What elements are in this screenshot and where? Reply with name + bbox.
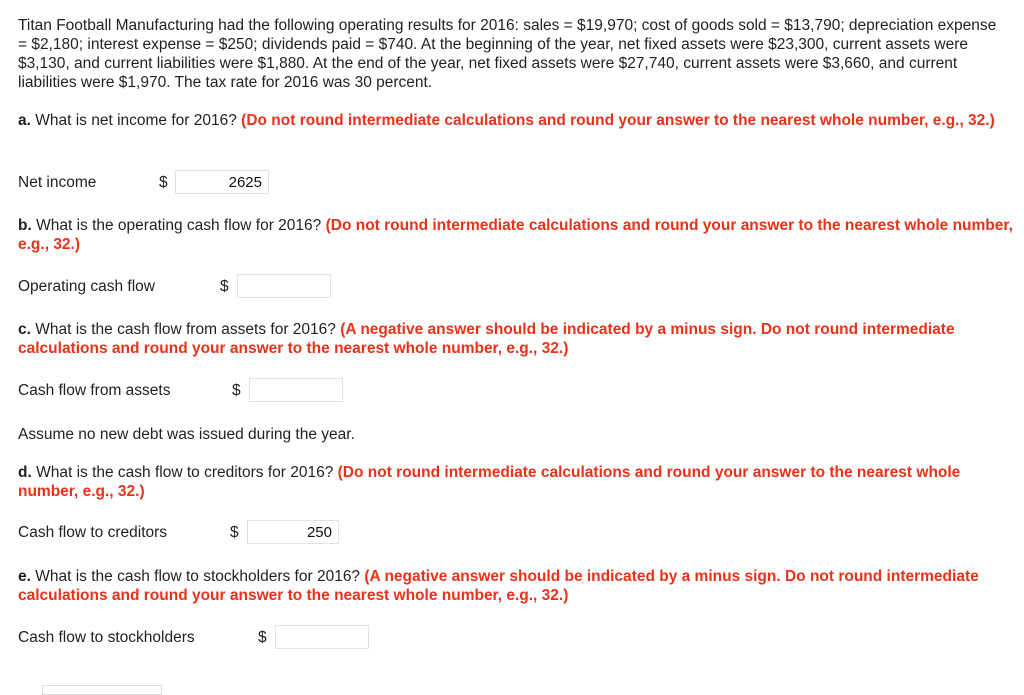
cash-flow-to-creditors-input[interactable]: 250 <box>247 520 339 544</box>
problem-statement: Titan Football Manufacturing had the following operating results for 2016: sales = $19,970; cost of goods sold = $13,790; depreciation expense = $2,180; interest expense = $250; dividends paid = $740. At the beginning of the year, net fixed assets were $23,300, current assets were $3,130, and current liabilities were $1,880. At the end of the year, net fixed assets were $27,740, current assets were $3,660, and current liabilities were $1,970. The tax rate for 2016 was 30 percent. <box>18 17 997 91</box>
question-e <box>18 567 1018 605</box>
question-instruction: (A negative answer should be indicated by a minus sign. Do not round intermediate calculations and round your answer to the nearest whole number, e.g., 32.) <box>18 568 979 604</box>
cash-flow-to-stockholders-input[interactable] <box>275 625 369 649</box>
answer-label: Net income <box>18 174 97 191</box>
currency-symbol: $ <box>232 382 241 399</box>
question-letter: c. <box>18 321 31 338</box>
question-instruction: (A negative answer should be indicated by a minus sign. Do not round intermediate calculations and round your answer to the nearest whole number, e.g., 32.) <box>18 321 955 357</box>
question-letter: a. <box>18 112 31 129</box>
question-a <box>18 111 1018 130</box>
answer-label: Operating cash flow <box>18 278 155 295</box>
question-b <box>18 216 1018 254</box>
question-instruction: (Do not round intermediate calculations and round your answer to the nearest whole number, e.g., 32.) <box>18 217 1013 253</box>
question-text: What is net income for 2016? <box>35 112 237 129</box>
assumption-text: Assume no new debt was issued during the year. <box>18 426 355 443</box>
question-instruction: (Do not round intermediate calculations and round your answer to the nearest whole number, e.g., 32.) <box>18 464 961 500</box>
submit-button[interactable] <box>42 685 162 695</box>
currency-symbol: $ <box>159 174 168 191</box>
currency-symbol: $ <box>258 629 267 646</box>
question-letter: e. <box>18 568 31 585</box>
question-instruction: (Do not round intermediate calculations and round your answer to the nearest whole number, e.g., 32.) <box>241 112 995 129</box>
question-c <box>18 320 1018 358</box>
question-text: What is the cash flow to creditors for 2016? <box>36 464 334 481</box>
question-d <box>18 463 1018 501</box>
currency-symbol: $ <box>230 524 239 541</box>
question-text: What is the cash flow from assets for 2016? <box>35 321 336 338</box>
net-income-input[interactable]: 2625 <box>175 170 269 194</box>
question-text: What is the cash flow to stockholders for 2016? <box>35 568 361 585</box>
question-letter: b. <box>18 217 32 234</box>
currency-symbol: $ <box>220 278 229 295</box>
answer-label: Cash flow to stockholders <box>18 629 195 646</box>
cash-flow-from-assets-input[interactable] <box>249 378 343 402</box>
answer-label: Cash flow to creditors <box>18 524 168 541</box>
question-text: What is the operating cash flow for 2016? <box>36 217 322 234</box>
question-letter: d. <box>18 464 32 481</box>
answer-label: Cash flow from assets <box>18 382 171 399</box>
operating-cash-flow-input[interactable] <box>237 274 331 298</box>
